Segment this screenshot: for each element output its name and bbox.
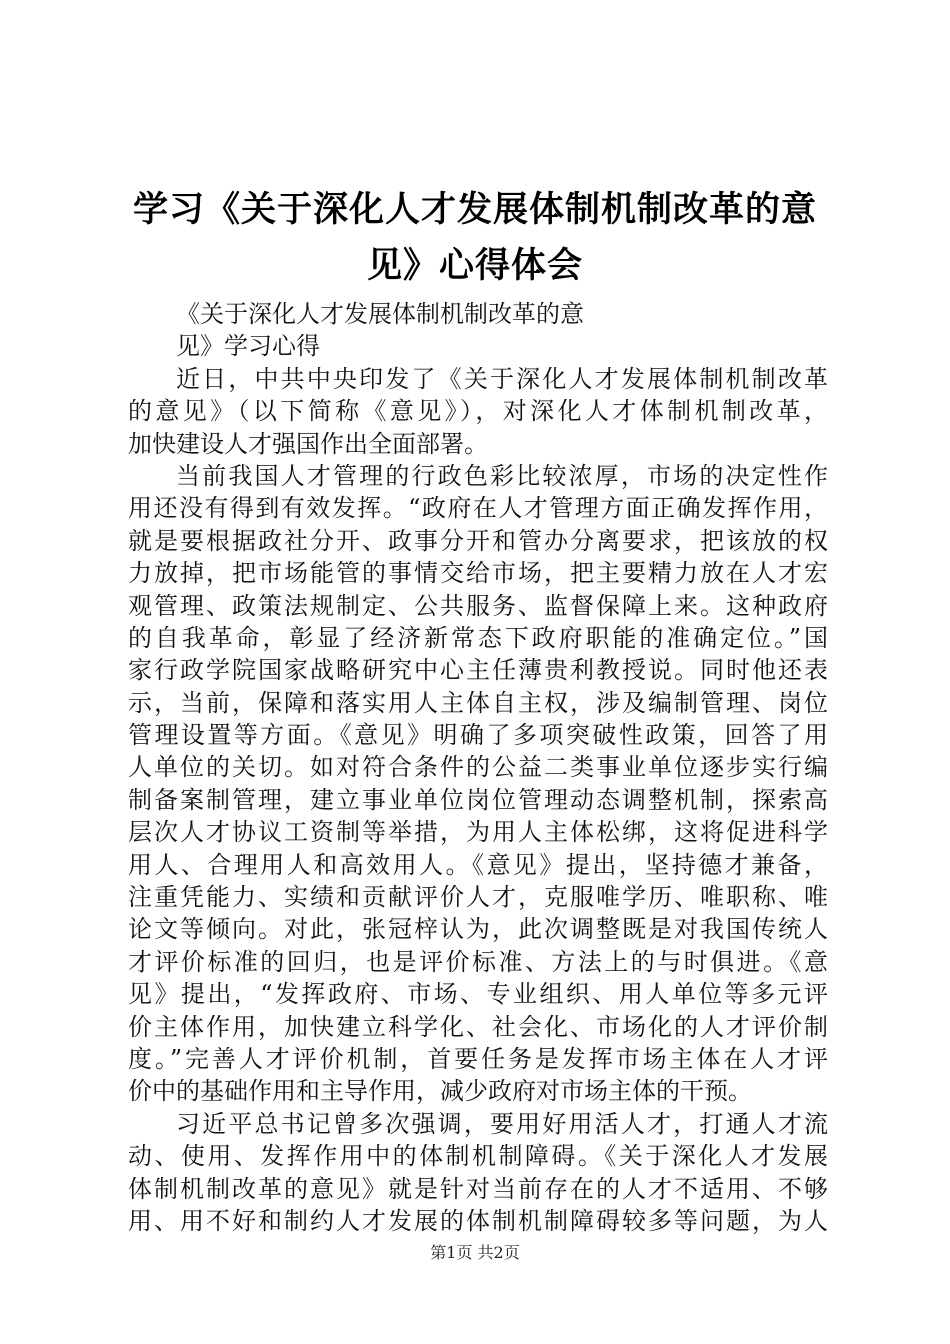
paragraph-line: 家行政学院国家战略研究中心主任薄贵利教授说。同时他还表 — [128, 656, 828, 685]
paragraph-line: 注重凭能力、实绩和贡献评价人才，克服唯学历、唯职称、唯 — [128, 883, 828, 912]
document-body — [128, 298, 828, 1237]
paragraph-line: 体制机制改革的意见》就是针对当前存在的人才不适用、不够 — [128, 1174, 828, 1203]
paragraph-line: 习近平总书记曾多次强调，要用好用活人才，打通人才流 — [176, 1109, 828, 1138]
paragraph-line: 就是要根据政社分开、政事分开和管办分离要求，把该放的权 — [128, 526, 828, 555]
paragraph-line: 当前我国人才管理的行政色彩比较浓厚，市场的决定性作 — [176, 461, 828, 490]
paragraph-line: 层次人才协议工资制等举措，为用人主体松绑，这将促进科学 — [128, 818, 828, 847]
paragraph-line: 才评价标准的回归，也是评价标准、方法上的与时俱进。《意 — [128, 947, 828, 976]
paragraph-line: 论文等倾向。对此，张冠梓认为，此次调整既是对我国传统人 — [128, 915, 828, 944]
paragraph-line: 价中的基础作用和主导作用，减少政府对市场主体的干预。 — [128, 1077, 752, 1106]
subtitle-line: 见》学习心得 — [176, 332, 320, 361]
paragraph-line: 示，当前，保障和落实用人主体自主权，涉及编制管理、岗位 — [128, 688, 828, 717]
paragraph-line: 近日，中共中央印发了《关于深化人才发展体制机制改革 — [176, 364, 828, 393]
page-footer: 第1页 共2页 — [430, 1243, 520, 1262]
document-title-line-1: 学习《关于深化人才发展体制机制改革的意 — [132, 190, 817, 230]
paragraph-line: 价主体作用，加快建立科学化、社会化、市场化的人才评价制 — [128, 1012, 828, 1041]
paragraph-line: 用还没有得到有效发挥。“政府在人才管理方面正确发挥作用， — [128, 494, 828, 523]
document-title-line-2: 见》心得体会 — [366, 246, 583, 286]
paragraph-line: 见》提出，“发挥政府、市场、专业组织、用人单位等多元评 — [128, 980, 828, 1009]
subtitle-line: 《关于深化人才发展体制机制改革的意 — [176, 300, 584, 328]
paragraph-line: 管理设置等方面。《意见》明确了多项突破性政策，回答了用 — [128, 721, 828, 750]
paragraph-line: 观管理、政策法规制定、公共服务、监督保障上来。这种政府 — [128, 591, 828, 620]
paragraph-line: 动、使用、发挥作用中的体制机制障碍。《关于深化人才发展 — [128, 1142, 828, 1171]
paragraph-line: 加快建设人才强国作出全面部署。 — [128, 429, 488, 458]
paragraph-line: 力放掉，把市场能管的事情交给市场，把主要精力放在人才宏 — [128, 559, 828, 588]
paragraph-line: 用人、合理用人和高效用人。《意见》提出，坚持德才兼备， — [128, 850, 828, 879]
paragraph-line: 的自我革命，彰显了经济新常态下政府职能的准确定位。”国 — [128, 623, 828, 652]
paragraph-line: 用、用不好和制约人才发展的体制机制障碍较多等问题，为人 — [128, 1206, 828, 1235]
paragraph-line: 制备案制管理，建立事业单位岗位管理动态调整机制，探索高 — [128, 785, 828, 814]
paragraph-line: 度。”完善人才评价机制，首要任务是发挥市场主体在人才评 — [128, 1044, 828, 1073]
paragraph-line: 人单位的关切。如对符合条件的公益二类事业单位逐步实行编 — [128, 753, 828, 782]
paragraph-line: 的意见》（以下简称《意见》），对深化人才体制机制改革， — [128, 397, 828, 426]
